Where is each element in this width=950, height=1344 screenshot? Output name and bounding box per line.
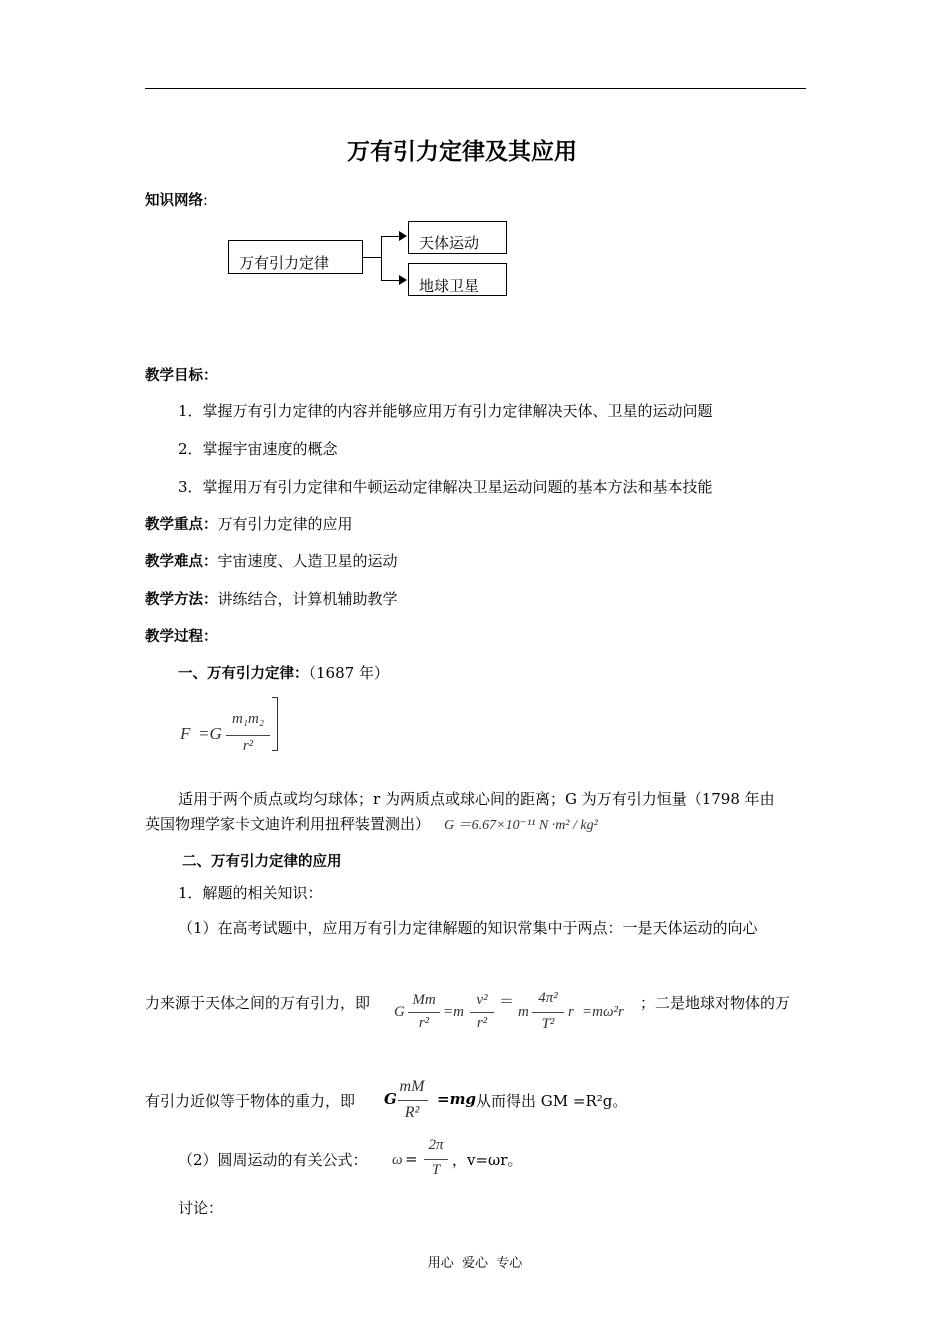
goal-item: 3．掌握用万有引力定律和牛顿运动定律解决卫星运动问题的基本方法和基本技能 [178, 478, 713, 496]
key-point: 教学重点：万有引力定律的应用 [145, 515, 353, 533]
eq2-rhs: =mg [437, 1090, 476, 1108]
discussion-label: 讨论： [178, 1199, 224, 1217]
arrow-right-icon [399, 275, 407, 285]
network-branch-label: 天体运动 [419, 234, 480, 252]
network-branch-box [408, 221, 507, 254]
eq1-eq-m: =m [443, 1004, 464, 1020]
section2-p2-pre: 有引力近似等于物体的重力，即 [145, 1092, 356, 1110]
section2-heading: 二、万有引力定律的应用 [182, 854, 342, 870]
arrow-right-icon [399, 231, 407, 241]
network-root-box [228, 240, 363, 274]
section2-p1-line2-post: ；二是地球对物体的万 [640, 994, 791, 1012]
goals-label: 教学目标： [145, 368, 218, 384]
section1-para-line1: 适用于两个质点或均匀球体；r 为两质点或球心间的距离；G 为万有引力恒量（1798 年由 [178, 790, 775, 808]
page-footer: 用心 爱心 专心 [427, 1256, 523, 1271]
eq1-eq2: ＝ [499, 992, 515, 1010]
fraction-bar [424, 1159, 448, 1160]
eq1-num3: 4π² [538, 990, 558, 1006]
connector-horizontal [363, 257, 382, 258]
section1-heading: 一、万有引力定律：（1687 年） [178, 664, 389, 682]
section2-p3-post: ，v=ωr。 [452, 1151, 523, 1169]
fraction-bar [470, 1012, 494, 1013]
eq3-num: 2π [428, 1137, 444, 1153]
fraction-bar [532, 1012, 564, 1013]
connector-vertical [381, 236, 382, 281]
eq3-lhs: ω [392, 1152, 403, 1168]
header-rule [145, 88, 806, 89]
process-label: 教学过程： [145, 629, 218, 645]
section2-p2-post: 从而得出 GM =R²g。 [476, 1092, 628, 1110]
goal-item: 2．掌握宇宙速度的概念 [178, 440, 338, 458]
network-branch-box [408, 263, 507, 296]
eq1-den1: r² [418, 1015, 430, 1031]
eq1-r: r [568, 1004, 574, 1020]
section2-p1-line2-pre: 力来源于天体之间的万有引力，即 [145, 994, 371, 1012]
network-root-label: 万有引力定律 [239, 254, 330, 272]
eq1-den3: T² [541, 1016, 555, 1032]
eq2-den: R² [404, 1104, 420, 1121]
formula-lhs: F [180, 724, 191, 743]
method: 教学方法：讲练结合，计算机辅助教学 [145, 590, 398, 608]
connector-bottom [381, 280, 401, 281]
eq2-g: G [384, 1090, 397, 1108]
eq1-den2: r² [476, 1015, 488, 1031]
eq2-num: mM [399, 1078, 425, 1095]
fraction-bar [398, 1100, 428, 1101]
formula-eq: =G [198, 724, 222, 743]
eq1-m: m [518, 1004, 529, 1020]
eq1-num1: Mm [412, 992, 436, 1008]
gravitational-constant: G ＝6.67×10⁻¹¹ N ·m² / kg² [444, 818, 598, 833]
formula-denominator: r² [242, 738, 254, 754]
eq1-g: G [394, 1004, 405, 1020]
network-branch-label: 地球卫星 [419, 277, 480, 295]
connector-top [381, 236, 401, 237]
section2-p3-pre: （2）圆周运动的有关公式： [178, 1151, 368, 1169]
formula-bracket [272, 697, 278, 751]
section1-para-line2: 英国物理学家卡文迪许利用扭秤装置测出） G ＝6.67×10⁻¹¹ N ·m² / kg² [145, 815, 598, 833]
network-label: 知识网络: [145, 193, 208, 209]
eq3-den: T [431, 1162, 441, 1178]
fraction-bar [226, 735, 270, 736]
eq1-tail: =mω²r [582, 1004, 624, 1020]
eq1-num2: v² [476, 992, 488, 1008]
page-title: 万有引力定律及其应用 [347, 139, 577, 165]
section2-sub1: 1．解题的相关知识： [178, 884, 323, 902]
formula-numerator: m₁m₂ [231, 711, 265, 727]
goal-item: 1．掌握万有引力定律的内容并能够应用万有引力定律解决天体、卫星的运动问题 [178, 402, 713, 420]
difficulty: 教学难点：宇宙速度、人造卫星的运动 [145, 552, 398, 570]
fraction-bar [408, 1012, 440, 1013]
section2-p1-line1: （1）在高考试题中，应用万有引力定律解题的知识常集中于两点：一是天体运动的向心 [178, 919, 758, 937]
eq3-eq: = [405, 1150, 418, 1168]
